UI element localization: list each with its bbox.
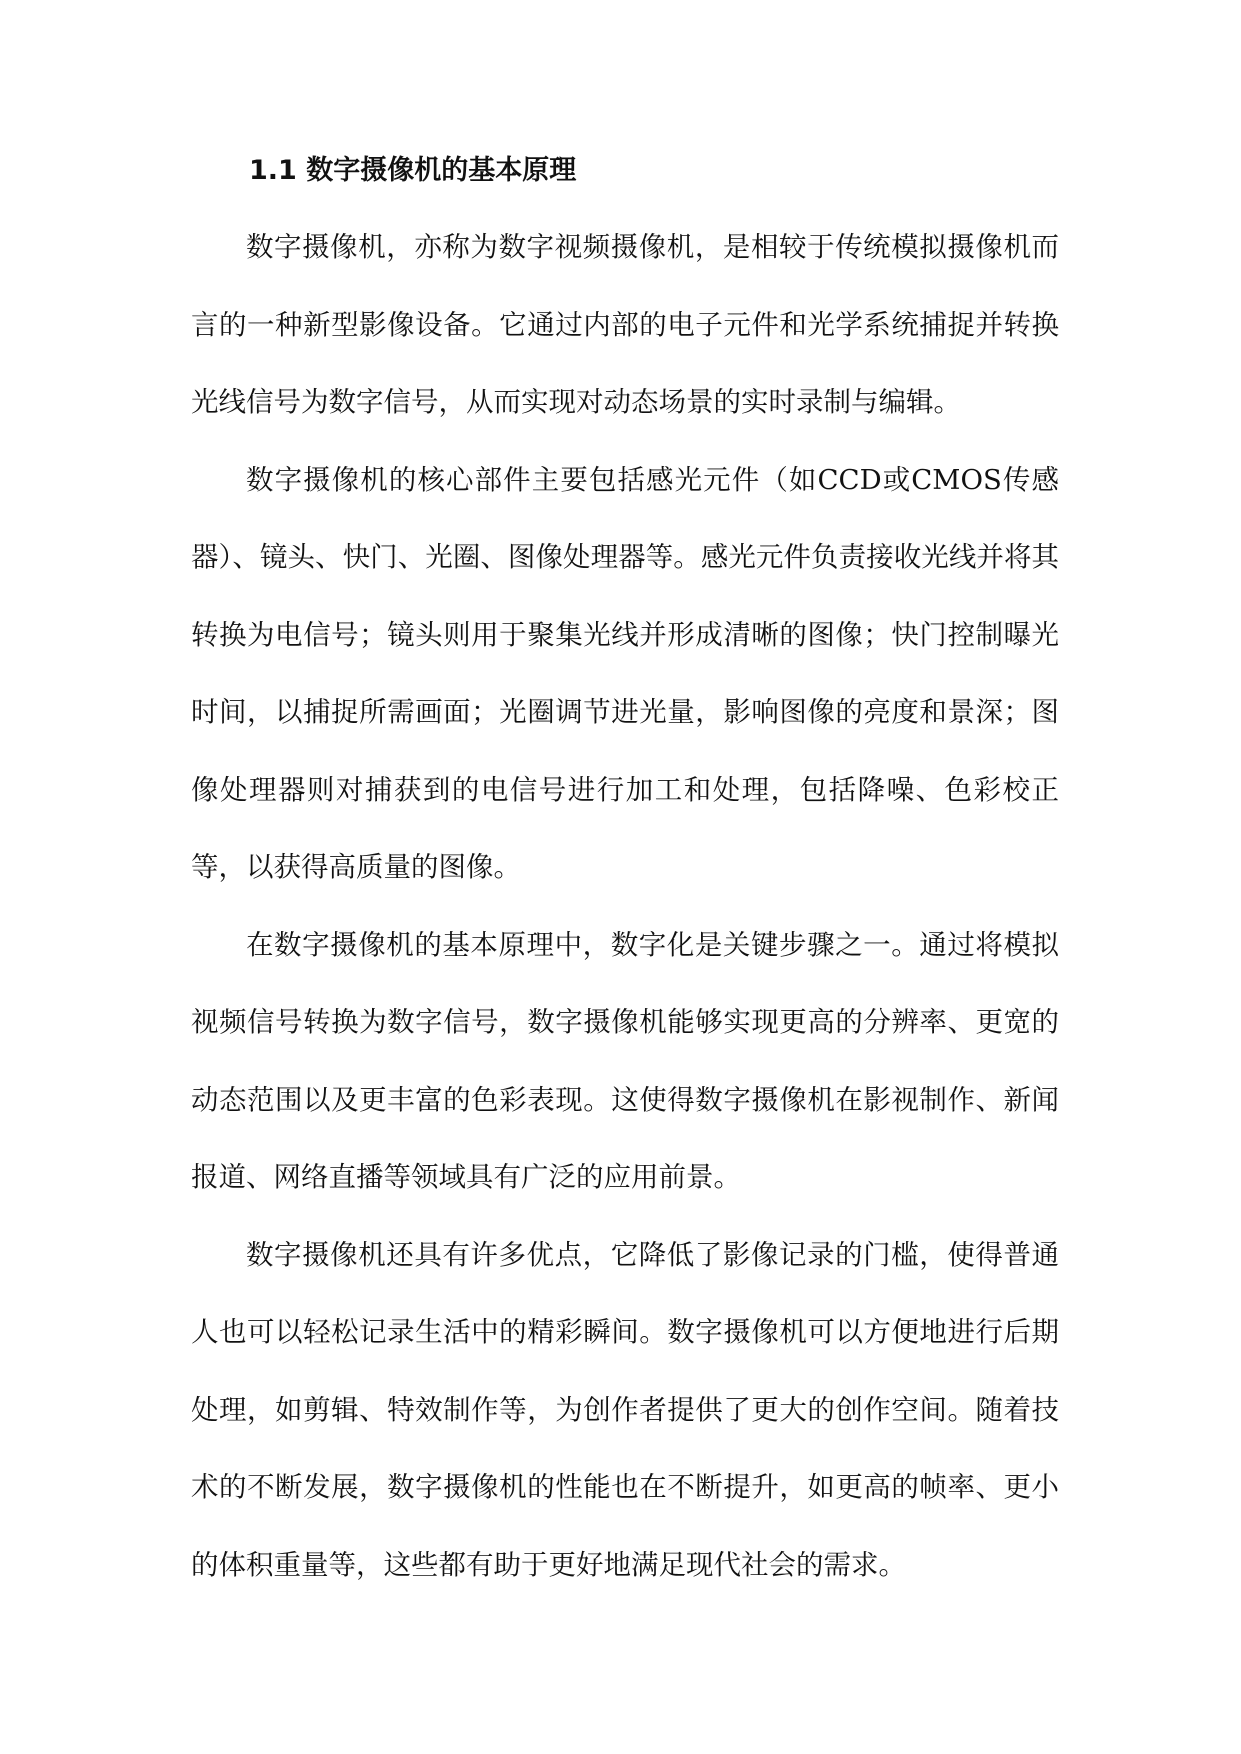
paragraph-1: 数字摄像机，亦称为数字视频摄像机，是相较于传统模拟摄像机而言的一种新型影像设备。它通过内部的电子元件和光学系统捕捉并转换光线信号为数字信号，从而实现对动态场景的实时录制与编辑。	[191, 231, 1059, 418]
paragraph-3: 在数字摄像机的基本原理中，数字化是关键步骤之一。通过将模拟视频信号转换为数字信号，数字摄像机能够实现更高的分辨率、更宽的动态范围以及更丰富的色彩表现。这使得数字摄像机在影视制作、新闻报道、网络直播等领域具有广泛的应用前景。	[191, 928, 1059, 1193]
section-heading: 1.1 数字摄像机的基本原理	[249, 155, 577, 186]
paragraph-4: 数字摄像机还具有许多优点，它降低了影像记录的门槛，使得普通人也可以轻松记录生活中的精彩瞬间。数字摄像机可以方便地进行后期处理，如剪辑、特效制作等，为创作者提供了更大的创作空间。随着技术的不断发展，数字摄像机的性能也在不断提升，如更高的帧率、更小的体积重量等，这些都有助于更好地满足现代社会的需求。	[191, 1238, 1059, 1581]
document-body	[191, 145, 1059, 1604]
paragraph-2: 数字摄像机的核心部件主要包括感光元件（如CCD或CMOS传感器）、镜头、快门、光圈、图像处理器等。感光元件负责接收光线并将其转换为电信号；镜头则用于聚集光线并形成清晰的图像；快门控制曝光时间，以捕捉所需画面；光圈调节进光量，影响图像的亮度和景深；图像处理器则对捕获到的电信号进行加工和处理，包括降噪、色彩校正等，以获得高质量的图像。	[191, 463, 1059, 883]
